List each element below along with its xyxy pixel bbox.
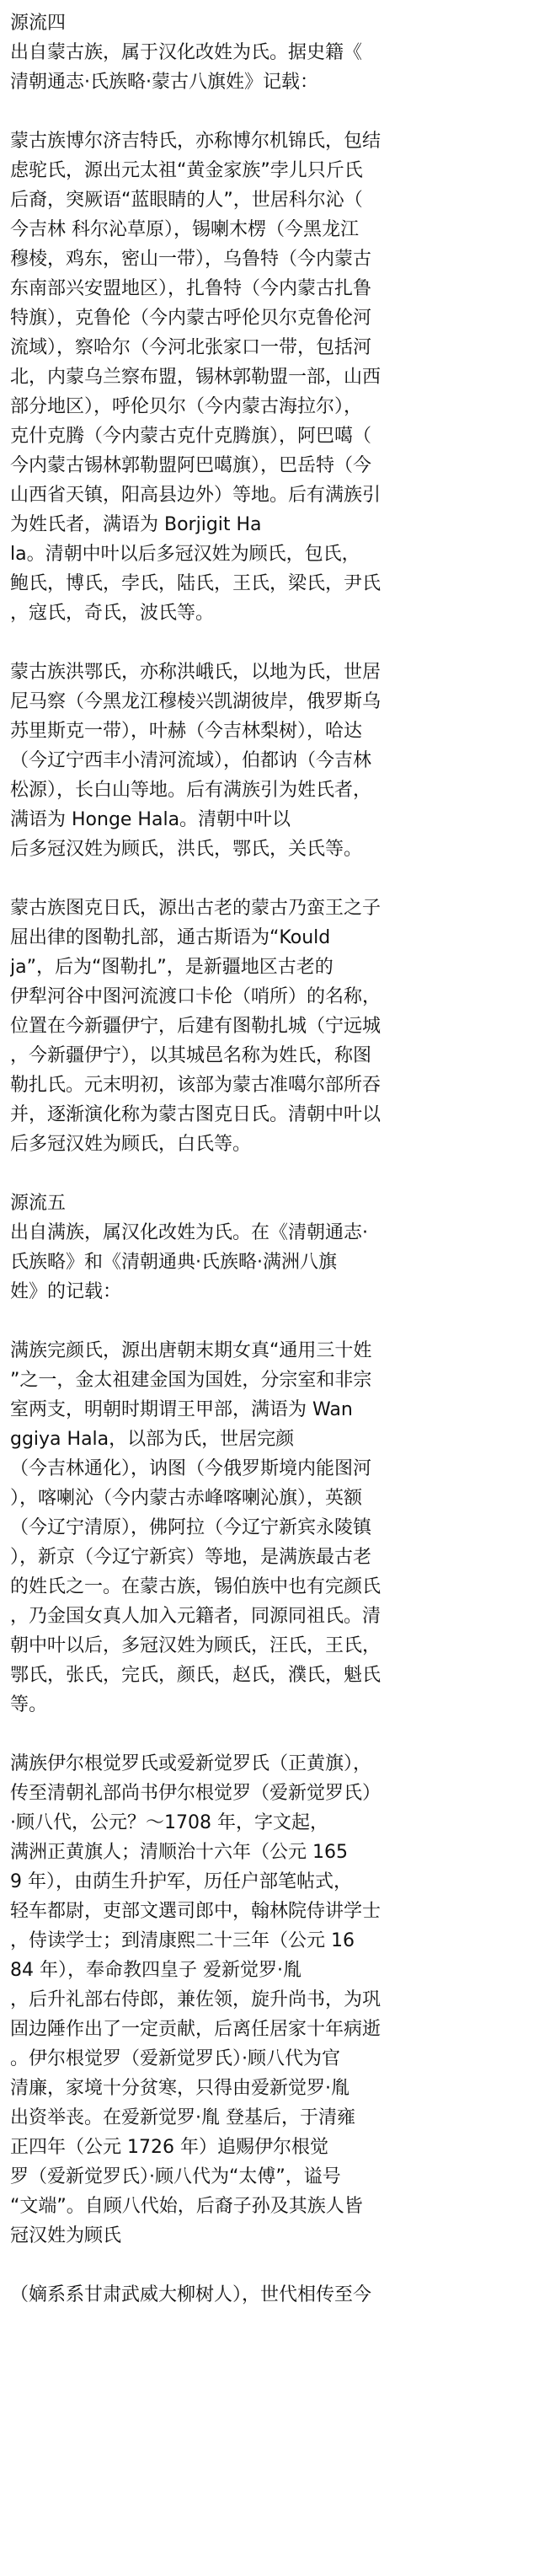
text-line: 后多冠汉姓为顾氏，洪氏，鄂氏，关氏等。 <box>10 839 363 860</box>
text-line: ，后升礼部右侍郎，兼佐领，旋升尚书，为巩 <box>10 1989 382 2010</box>
text-line: 为姓氏者，满语为 Borjigit Ha <box>10 514 262 535</box>
text-line: ，寇氏，奇氏，波氏等。 <box>10 603 215 624</box>
text-line: 鄂氏，张氏，完氏，颜氏，赵氏，濮氏，魁氏 <box>10 1665 382 1686</box>
text-line: （今辽宁西丰小清河流域），伯都讷（今吉林 <box>10 750 372 771</box>
text-line: 源流五 <box>10 1193 67 1214</box>
text-line: 出自满族，属汉化改姓为氏。在《清朝通志· <box>10 1222 368 1243</box>
text-line: 部分地区），呼伦贝尔（今内蒙古海拉尔）， <box>10 396 363 417</box>
text-line: ja”，后为“图勒扎”，是新疆地区古老的 <box>10 957 334 978</box>
text-line: 。伊尔根觉罗（爱新觉罗氏）·顾八代为官 <box>10 2048 340 2069</box>
text-line: 正四年（公元 1726 年）追赐伊尔根觉 <box>10 2137 328 2158</box>
text-line: 罗（爱新觉罗氏）·顾八代为“太傅”，谥号 <box>10 2166 341 2187</box>
text-line: 固边陲作出了一定贡献，后离任居家十年病逝 <box>10 2019 382 2040</box>
text-line: 松源），长白山等地。后有满族引为姓氏者， <box>10 780 372 801</box>
text-line: 出资举丧。在爱新觉罗·胤 登基后，于清雍 <box>10 2107 355 2128</box>
text-line: la。清朝中叶以后多冠汉姓为顾氏，包氏， <box>10 544 360 565</box>
text-line: 冠汉姓为顾氏 <box>10 2225 122 2246</box>
text-line: 氏族略》和《清朝通典·氏族略·满洲八旗 <box>10 1252 337 1273</box>
text-line: ，侍读学士；到清康熙二十三年（公元 16 <box>10 1930 355 1951</box>
text-line: 并，逐渐演化称为蒙古图克日氏。清朝中叶以 <box>10 1104 382 1125</box>
text-line: 东南部兴安盟地区），扎鲁特（今内蒙古扎鲁 <box>10 278 372 299</box>
text-line: 姓》的记载： <box>10 1281 122 1302</box>
text-line: ggiya Hala，以部为氏，世居完颜 <box>10 1429 295 1450</box>
text-line: ），喀喇沁（今内蒙古赤峰喀喇沁旗），英额 <box>10 1488 363 1509</box>
text-line: ，今新疆伊宁），以其城邑名称为姓氏，称图 <box>10 1045 372 1066</box>
text-line: 源流四 <box>10 13 67 34</box>
text-line: 虑驼氏，源出元太祖“黄金家族”孛儿只斤氏 <box>10 160 363 181</box>
text-line: 满洲正黄旗人；清顺治十六年（公元 165 <box>10 1842 348 1863</box>
text-line: “文端”。自顾八代始，后裔子孙及其族人皆 <box>10 2196 363 2217</box>
text-line: 9 年），由荫生升护军，历任户部笔帖式， <box>10 1871 352 1892</box>
text-line: 朝中叶以后，多冠汉姓为顾氏，汪氏，王氏， <box>10 1635 382 1656</box>
text-line: 蒙古族洪鄂氏，亦称洪峨氏，以地为氏，世居 <box>10 662 382 683</box>
text-line: ），新京（今辽宁新宾）等地，是满族最古老 <box>10 1547 372 1568</box>
text-line: 出自蒙古族，属于汉化改姓为氏。据史籍《 <box>10 42 363 63</box>
text-line: 满族伊尔根觉罗氏或爱新觉罗氏（正黄旗）， <box>10 1753 372 1774</box>
text-line: 今内蒙古锡林郭勒盟阿巴噶旗），巴岳特（今 <box>10 455 372 476</box>
text-line: （嫡系系甘肃武威大柳树人），世代相传至今 <box>10 2284 372 2305</box>
text-line: 传至清朝礼部尚书伊尔根觉罗（爱新觉罗氏） <box>10 1783 382 1804</box>
paragraph-gap <box>10 1307 531 1336</box>
text-line: 后多冠汉姓为顾氏，白氏等。 <box>10 1134 252 1155</box>
text-line: 穆棱，鸡东，密山一带），乌鲁特（今内蒙古 <box>10 249 372 270</box>
text-line: 克什克腾（今内蒙古克什克腾旗），阿巴噶（ <box>10 426 372 447</box>
text-line: 特旗），克鲁伦（今内蒙古呼伦贝尔克鲁伦河 <box>10 308 372 329</box>
text-line: ，乃金国女真人加入元籍者，同源同祖氏。清 <box>10 1606 382 1627</box>
text-line: 轻车都尉，吏部文選司郎中，翰林院侍讲学士 <box>10 1901 382 1922</box>
text-line: 山西省天镇，阳高县边外）等地。后有满族引 <box>10 485 382 506</box>
text-line: 北，内蒙乌兰察布盟，锡林郭勒盟一部，山西 <box>10 367 382 388</box>
paragraph-gap <box>10 864 531 894</box>
text-line: 屈出律的图勒扎部，通古斯语为“Kould <box>10 927 331 948</box>
paragraph-gap <box>10 1159 531 1189</box>
text-line: 满语为 Honge Hala。清朝中叶以 <box>10 809 291 830</box>
paragraph-gap <box>10 2251 531 2280</box>
text-line: 尼马察（今黑龙江穆棱兴凯湖彼岸，俄罗斯乌 <box>10 691 382 712</box>
text-line: 鲍氏，博氏，孛氏，陆氏，王氏，梁氏，尹氏 <box>10 573 382 594</box>
text-line: 位置在今新疆伊宁，后建有图勒扎城（宁远城 <box>10 1016 382 1037</box>
text-line: 伊犁河谷中图河流渡口卡伦（哨所）的名称， <box>10 986 382 1007</box>
text-line: 苏里斯克一带），叶赫（今吉林梨树），哈达 <box>10 721 363 742</box>
text-line: （今辽宁清原），佛阿拉（今辽宁新宾永陵镇 <box>10 1517 372 1538</box>
text-line: 蒙古族图克日氏，源出古老的蒙古乃蛮王之子 <box>10 898 382 919</box>
text-line: 勒扎氏。元末明初，该部为蒙古准噶尔部所吞 <box>10 1075 382 1096</box>
text-line: 清朝通志·氏族略·蒙古八旗姓》记载： <box>10 72 318 93</box>
text-line: 室两支，明朝时期谓王甲部，满语为 Wan <box>10 1399 353 1420</box>
text-line: ·顾八代，公元？～1708 年，字文起， <box>10 1812 328 1833</box>
text-line: 今吉林 科尔沁草原），锡喇木楞（今黑龙江 <box>10 219 359 240</box>
text-line: 后裔，突厥语“蓝眼睛的人”，世居科尔沁（ <box>10 190 363 211</box>
text-line: 满族完颜氏，源出唐朝末期女真“通用三十姓 <box>10 1340 372 1361</box>
text-line: 84 年），奉命教四皇子 爱新觉罗·胤 <box>10 1960 302 1981</box>
text-line: （今吉林通化），讷图（今俄罗斯境内能图河 <box>10 1458 372 1479</box>
paragraph-gap <box>10 1720 531 1749</box>
text-line: 的姓氏之一。在蒙古族，锡伯族中也有完颜氏 <box>10 1576 382 1597</box>
paragraph-gap <box>10 628 531 657</box>
text-line: 等。 <box>10 1694 48 1715</box>
text-line: 流域），察哈尔（今河北张家口一带，包括河 <box>10 337 372 358</box>
text-line: 清廉，家境十分贫寒，只得由爱新觉罗·胤 <box>10 2078 350 2099</box>
paragraph-gap <box>10 97 531 126</box>
text-line: ”之一，金太祖建金国为国姓，分宗室和非宗 <box>10 1370 372 1391</box>
text-line: 蒙古族博尔济吉特氏，亦称博尔机锦氏，包结 <box>10 131 382 152</box>
